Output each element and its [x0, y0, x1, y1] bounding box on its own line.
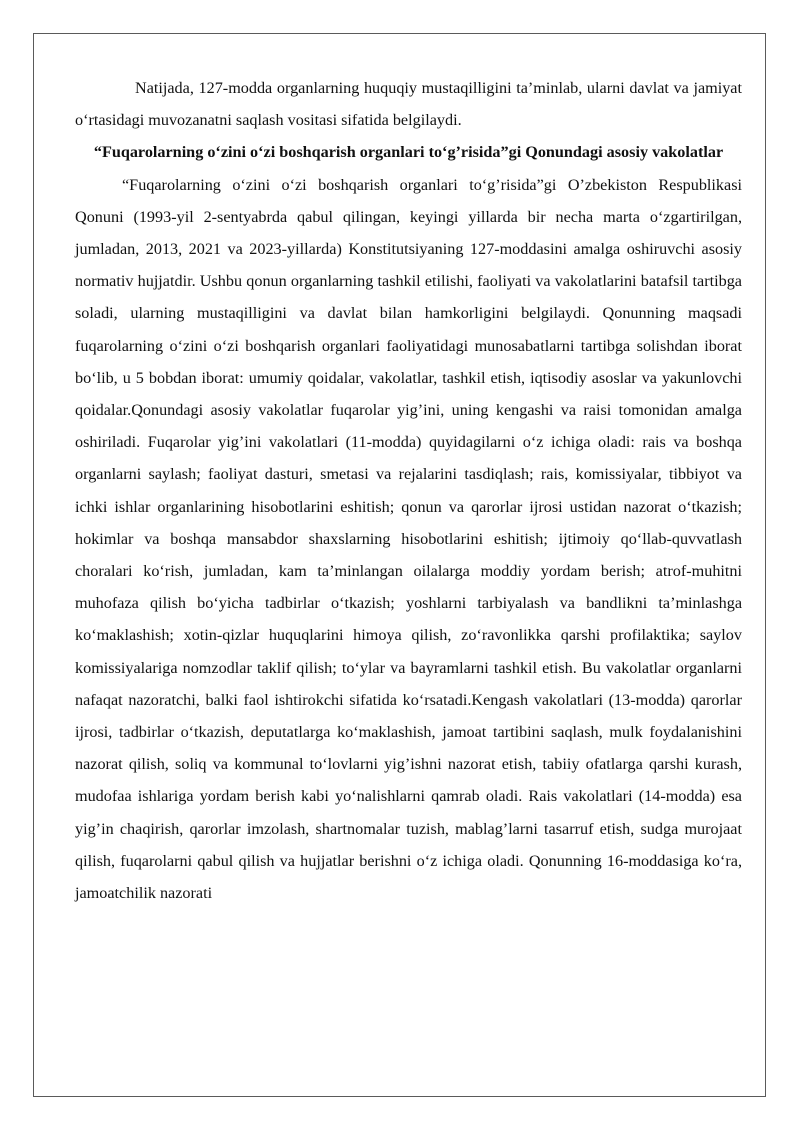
intro-paragraph: Natijada, 127-modda organlarning huquqiy mustaqilligini ta’minlab, ularni davlat va jamiyat o‘rtasidagi muvozanatni saqlash vositasi sifatida belgilaydi.: [75, 79, 742, 130]
body-paragraph: “Fuqarolarning o‘zini o‘zi boshqarish organlari to‘g’risida”gi O’zbekiston Respublikasi Qonuni (1993-yil 2-sentyabrda qabul qilingan, keyingi yillarda bir necha marta o‘zgartirilgan, jumladan, 2013, 2021 va 2023-yillarda) Konstitutsiyaning 127-moddasini amalga oshiruvchi asosiy normativ hujjatdir. Ushbu qonun organlarning tashkil etilishi, faoliyati va vakolatlarini batafsil tartibga soladi, ularning mustaqilligini va davlat bilan hamkorligini belgilaydi. Qonunning maqsadi fuqarolarning o‘zini o‘zi boshqarish organlari faoliyatidagi munosabatlarni tartibga solishdan iborat bo‘lib, u 5 bobdan iborat: umumiy qoidalar, vakolatlar, tashkil etish, iqtisodiy asoslar va yakunlovchi qoidalar.Qonundagi asosiy vakolatlar fuqarolar yig’ini, uning kengashi va raisi tomonidan amalga oshiriladi. Fuqarolar yig’ini vakolatlari (11-modda) quyidagilarni o‘z ichiga oladi: rais va boshqa organlarni saylash; faoliyat dasturi, smetasi va rejalarini tasdiqlash; rais, komissiyalar, tibbiyot va ichki ishlar organlarining hisobotlarini eshitish; qonun va qarorlar ijrosi ustidan nazorat o‘tkazish; hokimlar va boshqa mansabdor shaxslarning hisobotlarini eshitish; ijtimoiy qo‘llab-quvvatlash choralari ko‘rish, jumladan, kam ta’minlangan oilalarga moddiy yordam berish; atrof-muhitni muhofaza qilish bo‘yicha tadbirlar o‘tkazish; yoshlarni tarbiyalash va bandlikni ta’minlashga ko‘maklashish; xotin-qizlar huquqlarini himoya qilish, zo‘ravonlikka qarshi profilaktika; saylov komissiyalariga nomzodlar taklif qilish; to‘ylar va bayramlarni tashkil etish. Bu vakolatlar organlarni nafaqat nazoratchi, balki faol ishtirokchi sifatida ko‘rsatadi.Kengash vakolatlari (13-modda) qarorlar ijrosi, tadbirlar o‘tkazish, deputatlarga ko‘maklashish, jamoat tartibini saqlash, mulk foydalanishini nazorat qilish, soliq va kommunal to‘lovlarni yig’ishni nazorat etish, tabiiy ofatlarga qarshi kurash, mudofaa ishlariga yordam berish kabi yo‘nalishlarni qamrab oladi. Rais vakolatlari (14-modda) esa yig’in chaqirish, qarorlar imzolash, shartnomalar tuzish, mablag’larni tasarruf etish, sudga murojaat qilish, fuqarolarni qabul qilish va hujjatlar berishni o‘z ichiga oladi. Qonunning 16-moddasiga ko‘ra, jamoatchilik nazorati: [75, 175, 742, 903]
section-heading: “Fuqarolarning o‘zini o‘zi boshqarish organlari to‘g’risida”gi Qonundagi asosiy vakolatlar: [93, 143, 724, 162]
document-content: [75, 72, 742, 909]
